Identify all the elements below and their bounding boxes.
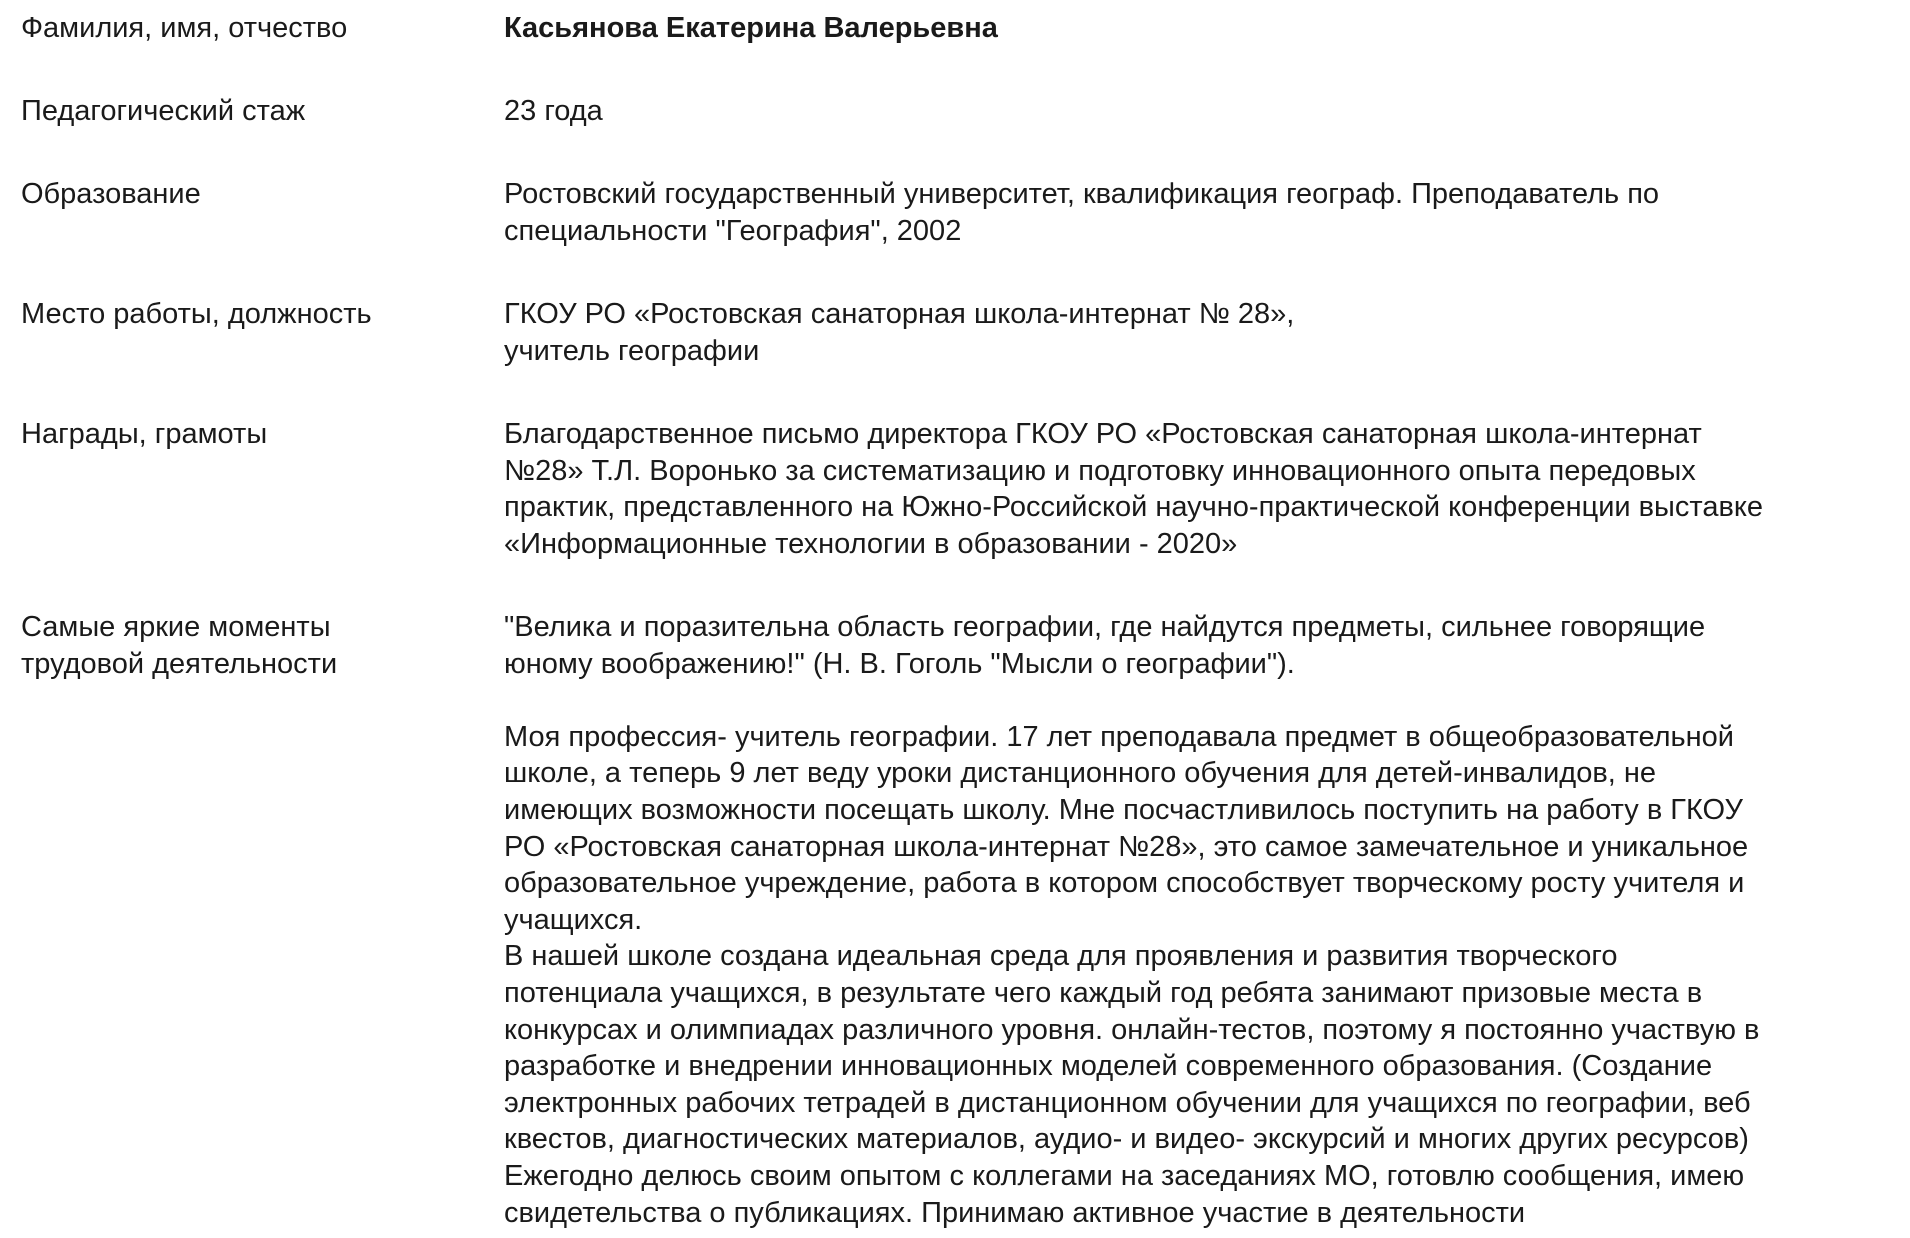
highlights-label-line: трудовой деятельности	[21, 647, 338, 680]
quote-line: юному воображению!" (Н. В. Гоголь "Мысли о географии").	[504, 647, 1295, 680]
body-line: Ежегодно делюсь своим опытом с коллегами на заседаниях МО, готовлю сообщения, имею	[504, 1159, 1745, 1192]
body-line: Моя профессия- учитель географии. 17 лет преподавала предмет в общеобразовательной	[504, 720, 1735, 753]
awards-value	[504, 416, 1894, 562]
body-line: квестов, диагностических материалов, аудио- и видео- экскурсий и многих других ресурсов)	[504, 1123, 1749, 1156]
awards-label: Награды, грамоты	[21, 418, 268, 450]
body-line: В нашей школе создана идеальная среда для проявления и развития творческого	[504, 940, 1618, 973]
experience-label: Педагогический стаж	[21, 95, 306, 127]
full-name-label: Фамилия, имя, отчество	[21, 12, 348, 44]
highlights-body	[504, 719, 1894, 1231]
body-line: образовательное учреждение, работа в котором способствует творческому росту учителя и	[504, 867, 1745, 900]
body-line: разработке и внедрении инновационных моделей современного образования. (Создание	[504, 1050, 1713, 1083]
body-line: потенциала учащихся, в результате чего каждый год ребята занимают призовые места в	[504, 976, 1703, 1009]
quote-line: "Велика и поразительна область географии, где найдутся предметы, сильнее говорящие	[504, 611, 1706, 643]
awards-line: Благодарственное письмо директора ГКОУ РО «Ростовская санаторная школа-интернат	[504, 418, 1702, 450]
body-line: школе, а теперь 9 лет веду уроки дистанционного обучения для детей-инвалидов, не	[504, 757, 1657, 790]
education-line: Ростовский государственный университет, квалификация географ. Преподаватель по	[504, 178, 1660, 210]
body-line: электронных рабочих тетрадей в дистанционном обучении для учащихся по географии, веб	[504, 1086, 1751, 1119]
education-label: Образование	[21, 178, 201, 210]
awards-line: №28» Т.Л. Воронько за систематизацию и подготовку инновационного опыта передовых	[504, 454, 1696, 487]
experience-value: 23 года	[504, 95, 603, 127]
highlights-label-line: Самые яркие моменты	[21, 611, 331, 643]
workplace-value	[504, 296, 1894, 369]
workplace-label: Место работы, должность	[21, 298, 372, 330]
awards-line: практик, представленного на Южно-Российской научно-практической конференции выставке	[504, 491, 1764, 524]
body-line: конкурсах и олимпиадах различного уровня. онлайн-тестов, поэтому я постоянно участвую в	[504, 1013, 1760, 1046]
body-line: свидетельства о публикациях. Принимаю активное участие в деятельности	[504, 1196, 1526, 1229]
body-line: имеющих возможности посещать школу. Мне посчастливилось поступить на работу в ГКОУ	[504, 793, 1743, 826]
education-line: специальности "География", 2002	[504, 214, 962, 247]
workplace-line: учитель географии	[504, 334, 760, 367]
full-name-value: Касьянова Екатерина Валерьевна	[504, 12, 998, 44]
body-line: РО «Ростовская санаторная школа-интернат №28», это самое замечательное и уникальное	[504, 830, 1749, 863]
awards-line: «Информационные технологии в образовании - 2020»	[504, 527, 1238, 560]
education-value	[504, 176, 1894, 249]
body-line: учащихся.	[504, 903, 643, 936]
highlights-quote	[504, 609, 1894, 682]
workplace-line: ГКОУ РО «Ростовская санаторная школа-интернат № 28»,	[504, 298, 1295, 330]
highlights-value	[504, 609, 1894, 1231]
highlights-label	[21, 609, 461, 682]
